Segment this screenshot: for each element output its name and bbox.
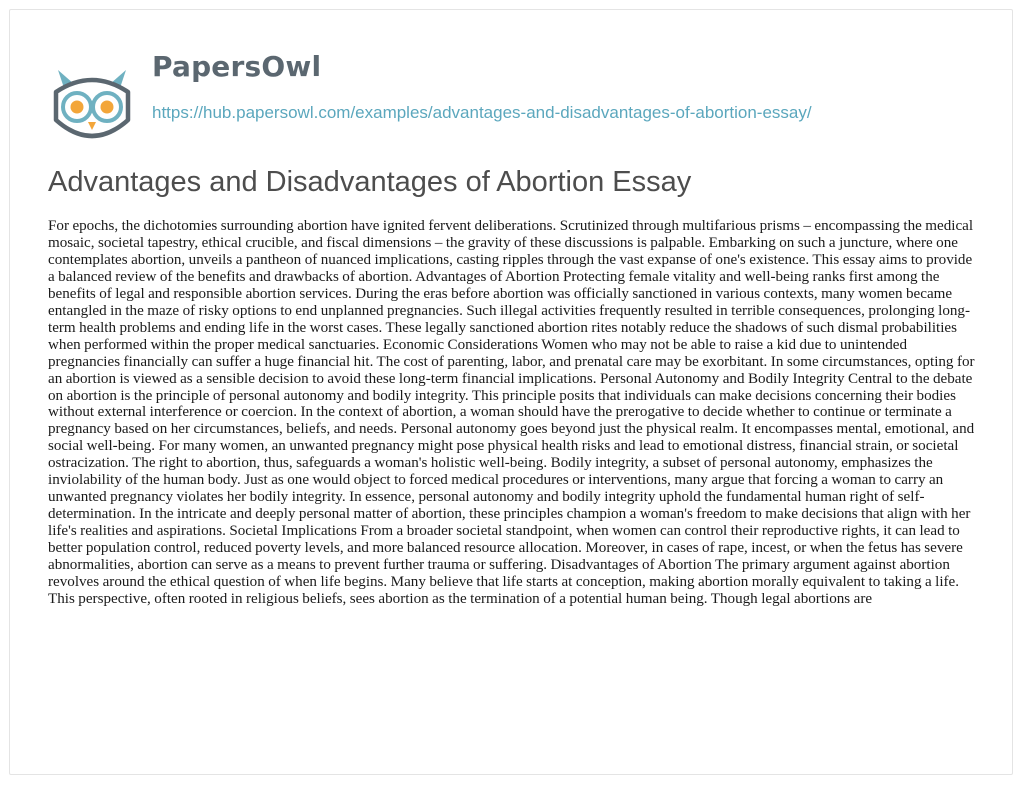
brand-name: PapersOwl [152, 50, 322, 83]
source-url[interactable]: https://hub.papersowl.com/examples/advantages-and-disadvantages-of-abortion-essay/ [152, 103, 812, 122]
owl-logo-icon [48, 62, 136, 150]
essay-body: For epochs, the dichotomies surrounding abortion have ignited fervent deliberations. Scrutinized through multifarious prisms – encompassing the medical mosaic, societal tapestry, ethical crucible, and fiscal dimensions – the gravity of these discussions is palpable. Embarking on such a juncture, where one contemplates abortion, unveils a pantheon of nuanced implications, casting ripples through the vast expanse of one's existence. This essay aims to provide a balanced review of the benefits and drawbacks of abortion. Advantages of Abortion Protecting female vitality and well-being ranks first among the benefits of legal and responsible abortion services. During the eras before abortion was officially sanctioned in various contexts, many women became entangled in the maze of risky options to end unplanned pregnancies. Such illegal activities frequently resulted in terrible consequences, prolonging long-term health problems and ending life in the worst cases. These legally sanctioned abortion rites notably reduce the shadows of such dismal probabilities when performed within the proper medical sanctuaries. Economic Considerations Women who may not be able to raise a kid due to unintended pregnancies financially can suffer a huge financial hit. The cost of parenting, labor, and prenatal care may be exorbitant. In some circumstances, opting for an abortion is viewed as a sensible decision to avoid these long-term financial implications. Personal Autonomy and Bodily Integrity Central to the debate on abortion is the principle of personal autonomy and bodily integrity. This principle posits that individuals can make decisions concerning their bodies without external interference or coercion. In the context of abortion, a woman should have the prerogative to decide whether to continue or terminate a pregnancy based on her circumstances, beliefs, and needs. Personal autonomy goes beyond just the physical realm. It encompasses mental, emotional, and social well-being. For many women, an unwanted pregnancy might pose physical health risks and lead to emotional distress, financial strain, or societal ostracization. The right to abortion, thus, safeguards a woman's holistic well-being. Bodily integrity, a subset of personal autonomy, emphasizes the inviolability of the human body. Just as one would object to forced medical procedures or interventions, many argue that forcing a woman to carry an unwanted pregnancy violates her bodily integrity. In essence, personal autonomy and bodily integrity uphold the fundamental human right of self-determination. In the intricate and deeply personal matter of abortion, these principles champion a woman's freedom to make decisions that align with her life's realities and aspirations. Societal Implications From a broader societal standpoint, when women can control their reproductive rights, it can lead to better population control, reduced poverty levels, and more balanced resource allocation. Moreover, in cases of rape, incest, or when the fetus has severe abnormalities, abortion can serve as a means to prevent further trauma or suffering. Disadvantages of Abortion The primary argument against abortion revolves around the ethical question of when life begins. Many believe that life starts at conception, making abortion morally equivalent to taking a life. This perspective, often rooted in religious beliefs, sees abortion as the termination of a potential human being. Though legal abortions are [48, 218, 975, 607]
document-title: Advantages and Disadvantages of Abortion Essay [48, 166, 692, 198]
header [48, 50, 948, 144]
